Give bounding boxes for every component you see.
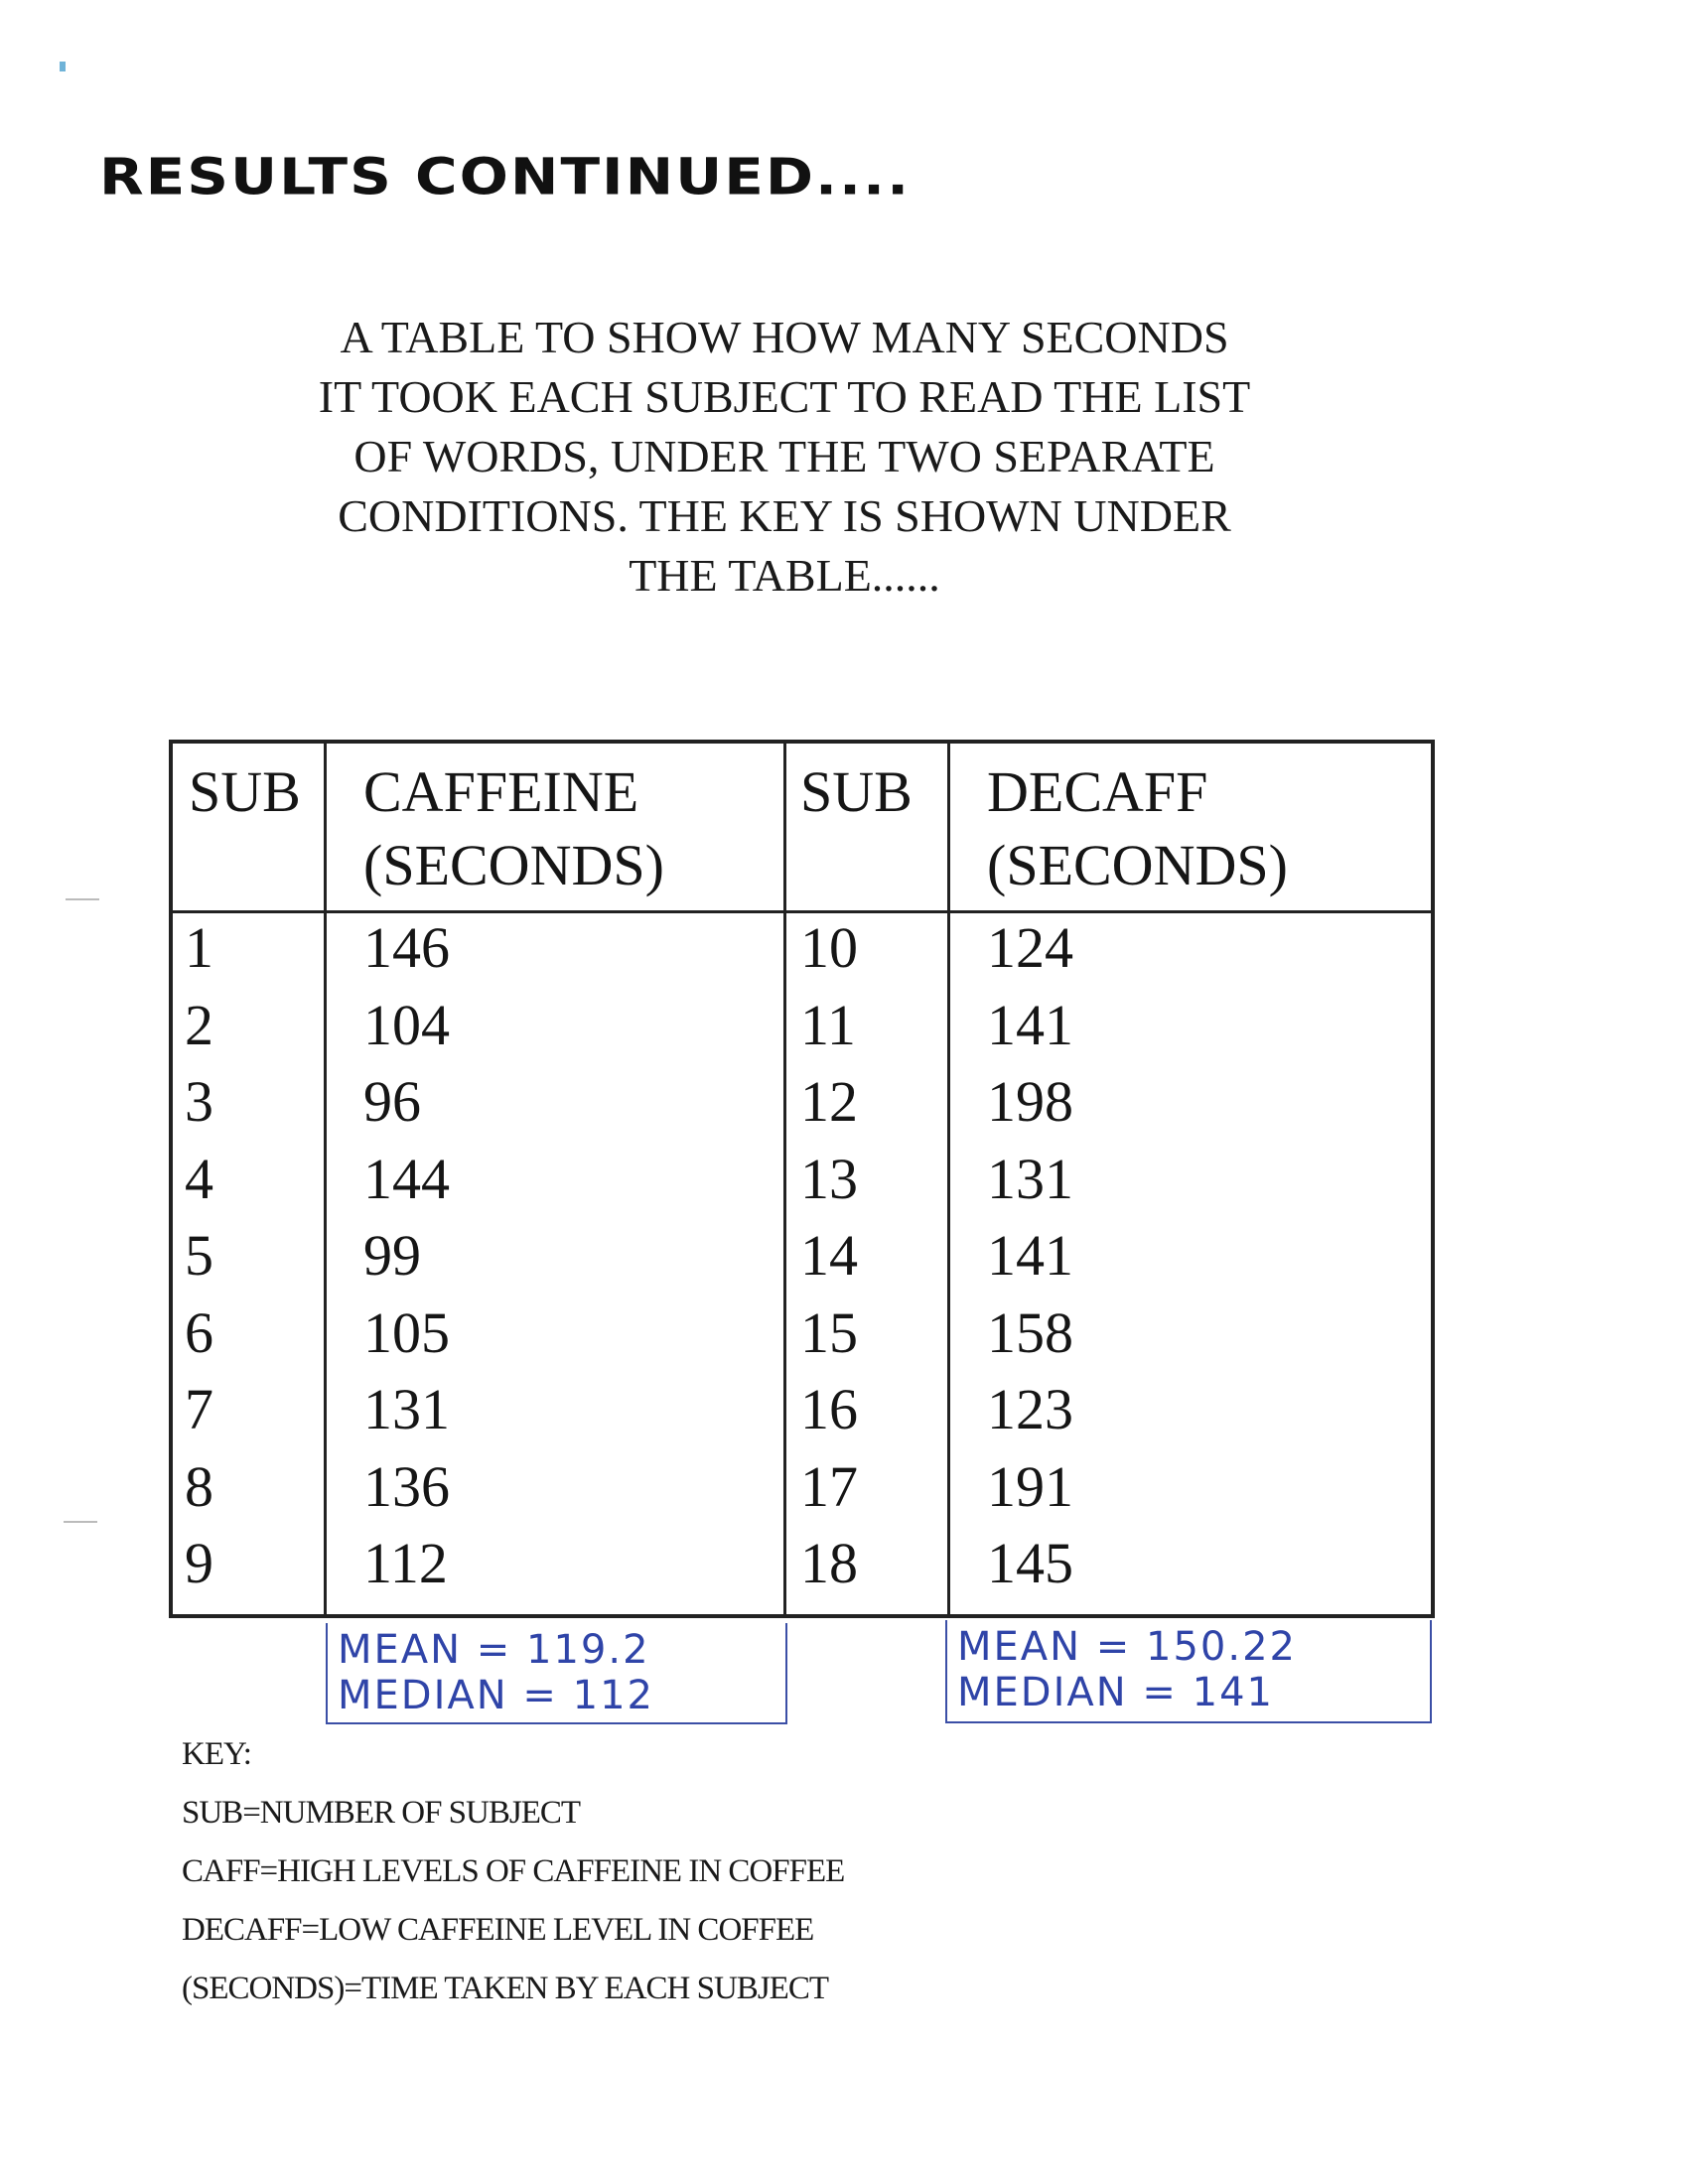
column-divider <box>947 744 950 1614</box>
caffeine-mean: MEAN = 119.2 <box>338 1627 650 1673</box>
header-divider <box>173 910 1431 913</box>
table-cell-caff: 144 <box>363 1146 450 1211</box>
table-cell-decaff: 158 <box>987 1299 1073 1365</box>
intro-line: A TABLE TO SHOW HOW MANY SECONDS <box>340 312 1229 362</box>
table-cell-sub1: 2 <box>185 992 213 1057</box>
intro-line: OF WORDS, UNDER THE TWO SEPARATE <box>353 431 1215 481</box>
table-cell-sub2: 16 <box>800 1377 858 1441</box>
table-cell-decaff: 145 <box>987 1531 1073 1595</box>
column-divider <box>324 744 327 1614</box>
header-caffeine-unit: (SECONDS) <box>363 833 664 897</box>
decaff-summary <box>945 1620 1432 1723</box>
table-cell-caff: 112 <box>363 1531 448 1595</box>
table-cell-sub1: 4 <box>185 1146 213 1211</box>
table-cell-decaff: 123 <box>987 1377 1073 1441</box>
table-cell-sub2: 12 <box>800 1069 858 1134</box>
table-cell-caff: 99 <box>363 1223 421 1288</box>
table-cell-sub2: 11 <box>800 992 856 1057</box>
table-cell-decaff: 141 <box>987 992 1073 1057</box>
table-cell-caff: 96 <box>363 1069 421 1134</box>
table-cell-caff: 131 <box>363 1377 450 1441</box>
scan-mark <box>64 1521 97 1523</box>
table-cell-decaff: 131 <box>987 1146 1073 1211</box>
table-cell-caff: 105 <box>363 1299 450 1365</box>
key-heading: KEY: <box>182 1736 251 1772</box>
table-cell-caff: 104 <box>363 992 450 1057</box>
key-item: CAFF=HIGH LEVELS OF CAFFEINE IN COFFEE <box>182 1853 845 1889</box>
table-cell-sub1: 6 <box>185 1299 213 1365</box>
table-cell-caff: 136 <box>363 1453 450 1519</box>
table-cell-decaff: 191 <box>987 1453 1073 1519</box>
intro-line: CONDITIONS. THE KEY IS SHOWN UNDER <box>338 490 1231 541</box>
decaff-median: MEDIAN = 141 <box>957 1670 1274 1715</box>
intro-line: THE TABLE...... <box>629 550 940 601</box>
table-cell-sub1: 7 <box>185 1377 213 1441</box>
scan-mark <box>66 898 99 900</box>
header-sub-2: SUB <box>800 759 913 824</box>
caffeine-summary <box>326 1623 787 1724</box>
results-table <box>169 740 1435 1618</box>
key-legend <box>182 1725 844 2018</box>
header-decaff-unit: (SECONDS) <box>987 833 1288 897</box>
table-cell-decaff: 198 <box>987 1069 1073 1134</box>
table-cell-sub1: 1 <box>185 915 213 980</box>
table-cell-caff: 146 <box>363 915 450 980</box>
header-caffeine <box>363 755 664 902</box>
table-cell-sub2: 18 <box>800 1531 858 1595</box>
table-cell-sub1: 9 <box>185 1531 213 1595</box>
key-item: (SECONDS)=TIME TAKEN BY EACH SUBJECT <box>182 1971 828 2006</box>
header-decaff-label: DECAFF <box>987 759 1208 824</box>
intro-line: IT TOOK EACH SUBJECT TO READ THE LIST <box>318 371 1251 422</box>
table-cell-decaff: 141 <box>987 1223 1073 1288</box>
table-cell-decaff: 124 <box>987 915 1073 980</box>
column-divider <box>783 744 786 1614</box>
key-item: SUB=NUMBER OF SUBJECT <box>182 1795 581 1831</box>
header-decaff <box>987 755 1288 902</box>
scan-speck <box>60 62 66 71</box>
table-cell-sub2: 14 <box>800 1223 858 1288</box>
table-cell-sub2: 10 <box>800 915 858 980</box>
page-title: RESULTS CONTINUED.... <box>99 147 912 206</box>
table-cell-sub2: 13 <box>800 1146 858 1211</box>
table-cell-sub2: 15 <box>800 1299 858 1365</box>
intro-paragraph <box>218 308 1350 606</box>
header-caffeine-label: CAFFEINE <box>363 759 639 824</box>
header-sub-1: SUB <box>189 759 301 824</box>
table-cell-sub1: 8 <box>185 1453 213 1519</box>
decaff-mean: MEAN = 150.22 <box>957 1624 1297 1670</box>
table-cell-sub1: 5 <box>185 1223 213 1288</box>
table-cell-sub2: 17 <box>800 1453 858 1519</box>
key-item: DECAFF=LOW CAFFEINE LEVEL IN COFFEE <box>182 1912 814 1948</box>
caffeine-median: MEDIAN = 112 <box>338 1673 654 1718</box>
table-cell-sub1: 3 <box>185 1069 213 1134</box>
